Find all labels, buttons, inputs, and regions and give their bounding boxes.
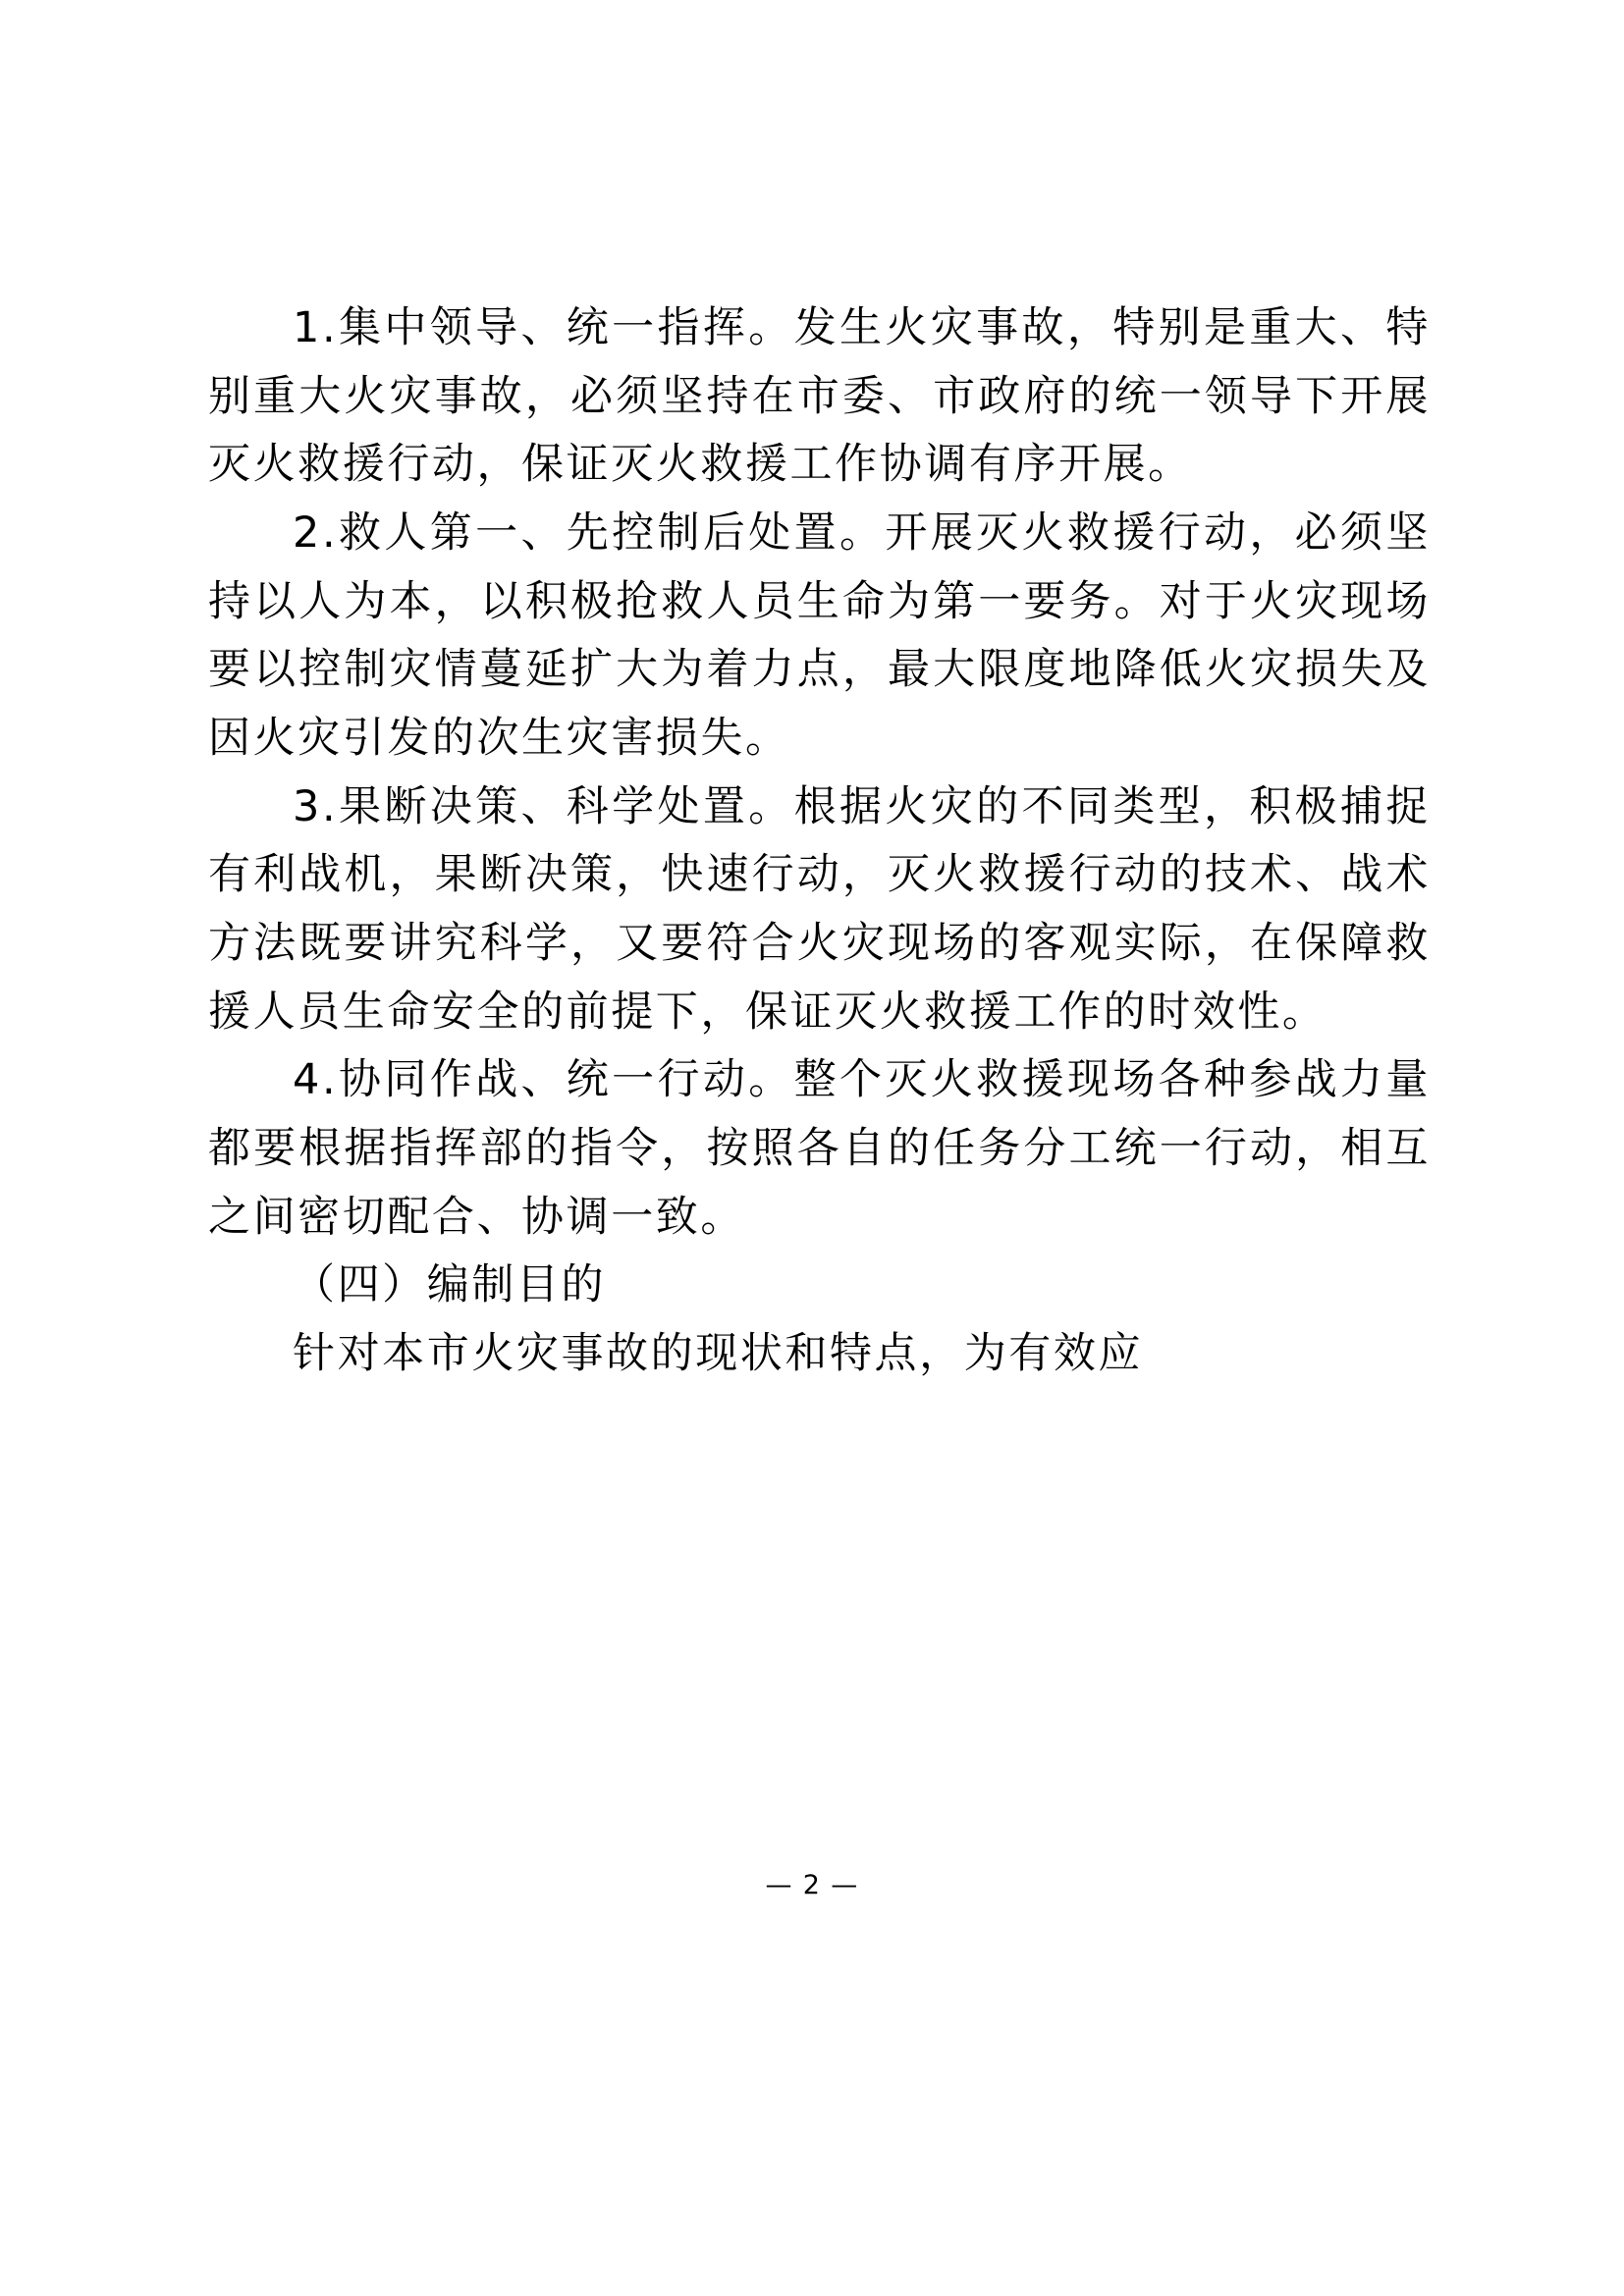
paragraph-4: 4.协同作战、统一行动。整个灭火救援现场各种参战力量都要根据指挥部的指令，按照各自的任务分工统一行动，相互之间密切配合、协调一致。 [208,1055,1431,1242]
paragraph-3: 3.果断决策、科学处置。根据火灾的不同类型，积极捕捉有利战机，果断决策，快速行动，灭火救援行动的技术、战术方法既要讲究科学，又要符合火灾现场的客观实际，在保障救援人员生命安全的前提下，保证灭火救援工作的时效性。 [208,781,1431,1037]
page-number: — 2 — [765,1870,859,1900]
paragraph-5-heading: （四）编制目的 [293,1260,607,1310]
document-body [208,294,1431,1389]
paragraph-6: 针对本市火灾事故的现状和特点，为有效应 [293,1328,1144,1378]
paragraph-1: 1.集中领导、统一指挥。发生火灾事故，特别是重大、特别重大火灾事故，必须坚持在市委、市政府的统一领导下开展灭火救援行动，保证灭火救援工作协调有序开展。 [208,303,1431,490]
paragraph-2: 2.救人第一、先控制后处置。开展灭火救援行动，必须坚持以人为本，以积极抢救人员生命为第一要务。对于火灾现场要以控制灾情蔓延扩大为着力点，最大限度地降低火灾损失及因火灾引发的次生灾害损失。 [208,507,1431,763]
